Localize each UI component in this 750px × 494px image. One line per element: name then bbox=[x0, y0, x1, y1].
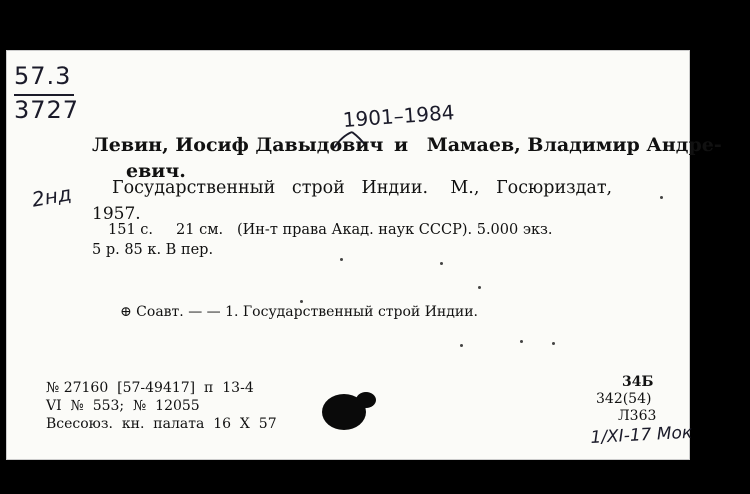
entry-physical-description: 151 с. 21 см. (Ин-т права Акад. наук СССР). 5.000 экз. bbox=[108, 222, 553, 238]
handwritten-bottom-right: 1/XI-17 Мок bbox=[590, 422, 693, 448]
entry-heading-authors bbox=[92, 134, 722, 156]
speck bbox=[300, 300, 303, 303]
speck bbox=[552, 342, 555, 345]
entry-price: 5 р. 85 к. В пер. bbox=[92, 242, 214, 258]
author-levin: Левин, Иосиф Давыдович bbox=[92, 134, 384, 156]
speck bbox=[660, 196, 663, 199]
footer-line-3: Всесоюз. кн. палата 16 X 57 bbox=[46, 416, 277, 432]
classification-2: 342(54) bbox=[596, 391, 652, 407]
classification-3: Л363 bbox=[618, 408, 657, 424]
entry-title-imprint: Государственный строй Индии. М., Госюриздат, bbox=[112, 178, 613, 198]
speck bbox=[520, 340, 523, 343]
entry-heading-continuation: евич. bbox=[126, 160, 186, 182]
shelfmark-bottom: 3727 bbox=[14, 96, 80, 124]
author-mamaev: Мамаев, Владимир Андре- bbox=[426, 134, 722, 156]
speck bbox=[340, 258, 343, 261]
speck bbox=[478, 286, 481, 289]
footer-line-2: VI № 553; № 12055 bbox=[46, 398, 200, 414]
entry-year: 1957. bbox=[92, 204, 141, 224]
margin-note: 2нд bbox=[30, 181, 74, 212]
tracing-line: ⊕ Соавт. — — 1. Государственный строй Индии. bbox=[120, 304, 478, 320]
speck bbox=[440, 262, 443, 265]
handwritten-dates: 1901–1984 bbox=[342, 100, 456, 132]
classification-1: 34Б bbox=[622, 374, 654, 390]
conjunction: и bbox=[393, 134, 409, 156]
footer-line-1: № 27160 [57-49417] п 13-4 bbox=[46, 380, 254, 396]
speck bbox=[460, 344, 463, 347]
ink-blot-small bbox=[356, 392, 376, 408]
shelfmark-top: 57.3 bbox=[14, 62, 72, 90]
